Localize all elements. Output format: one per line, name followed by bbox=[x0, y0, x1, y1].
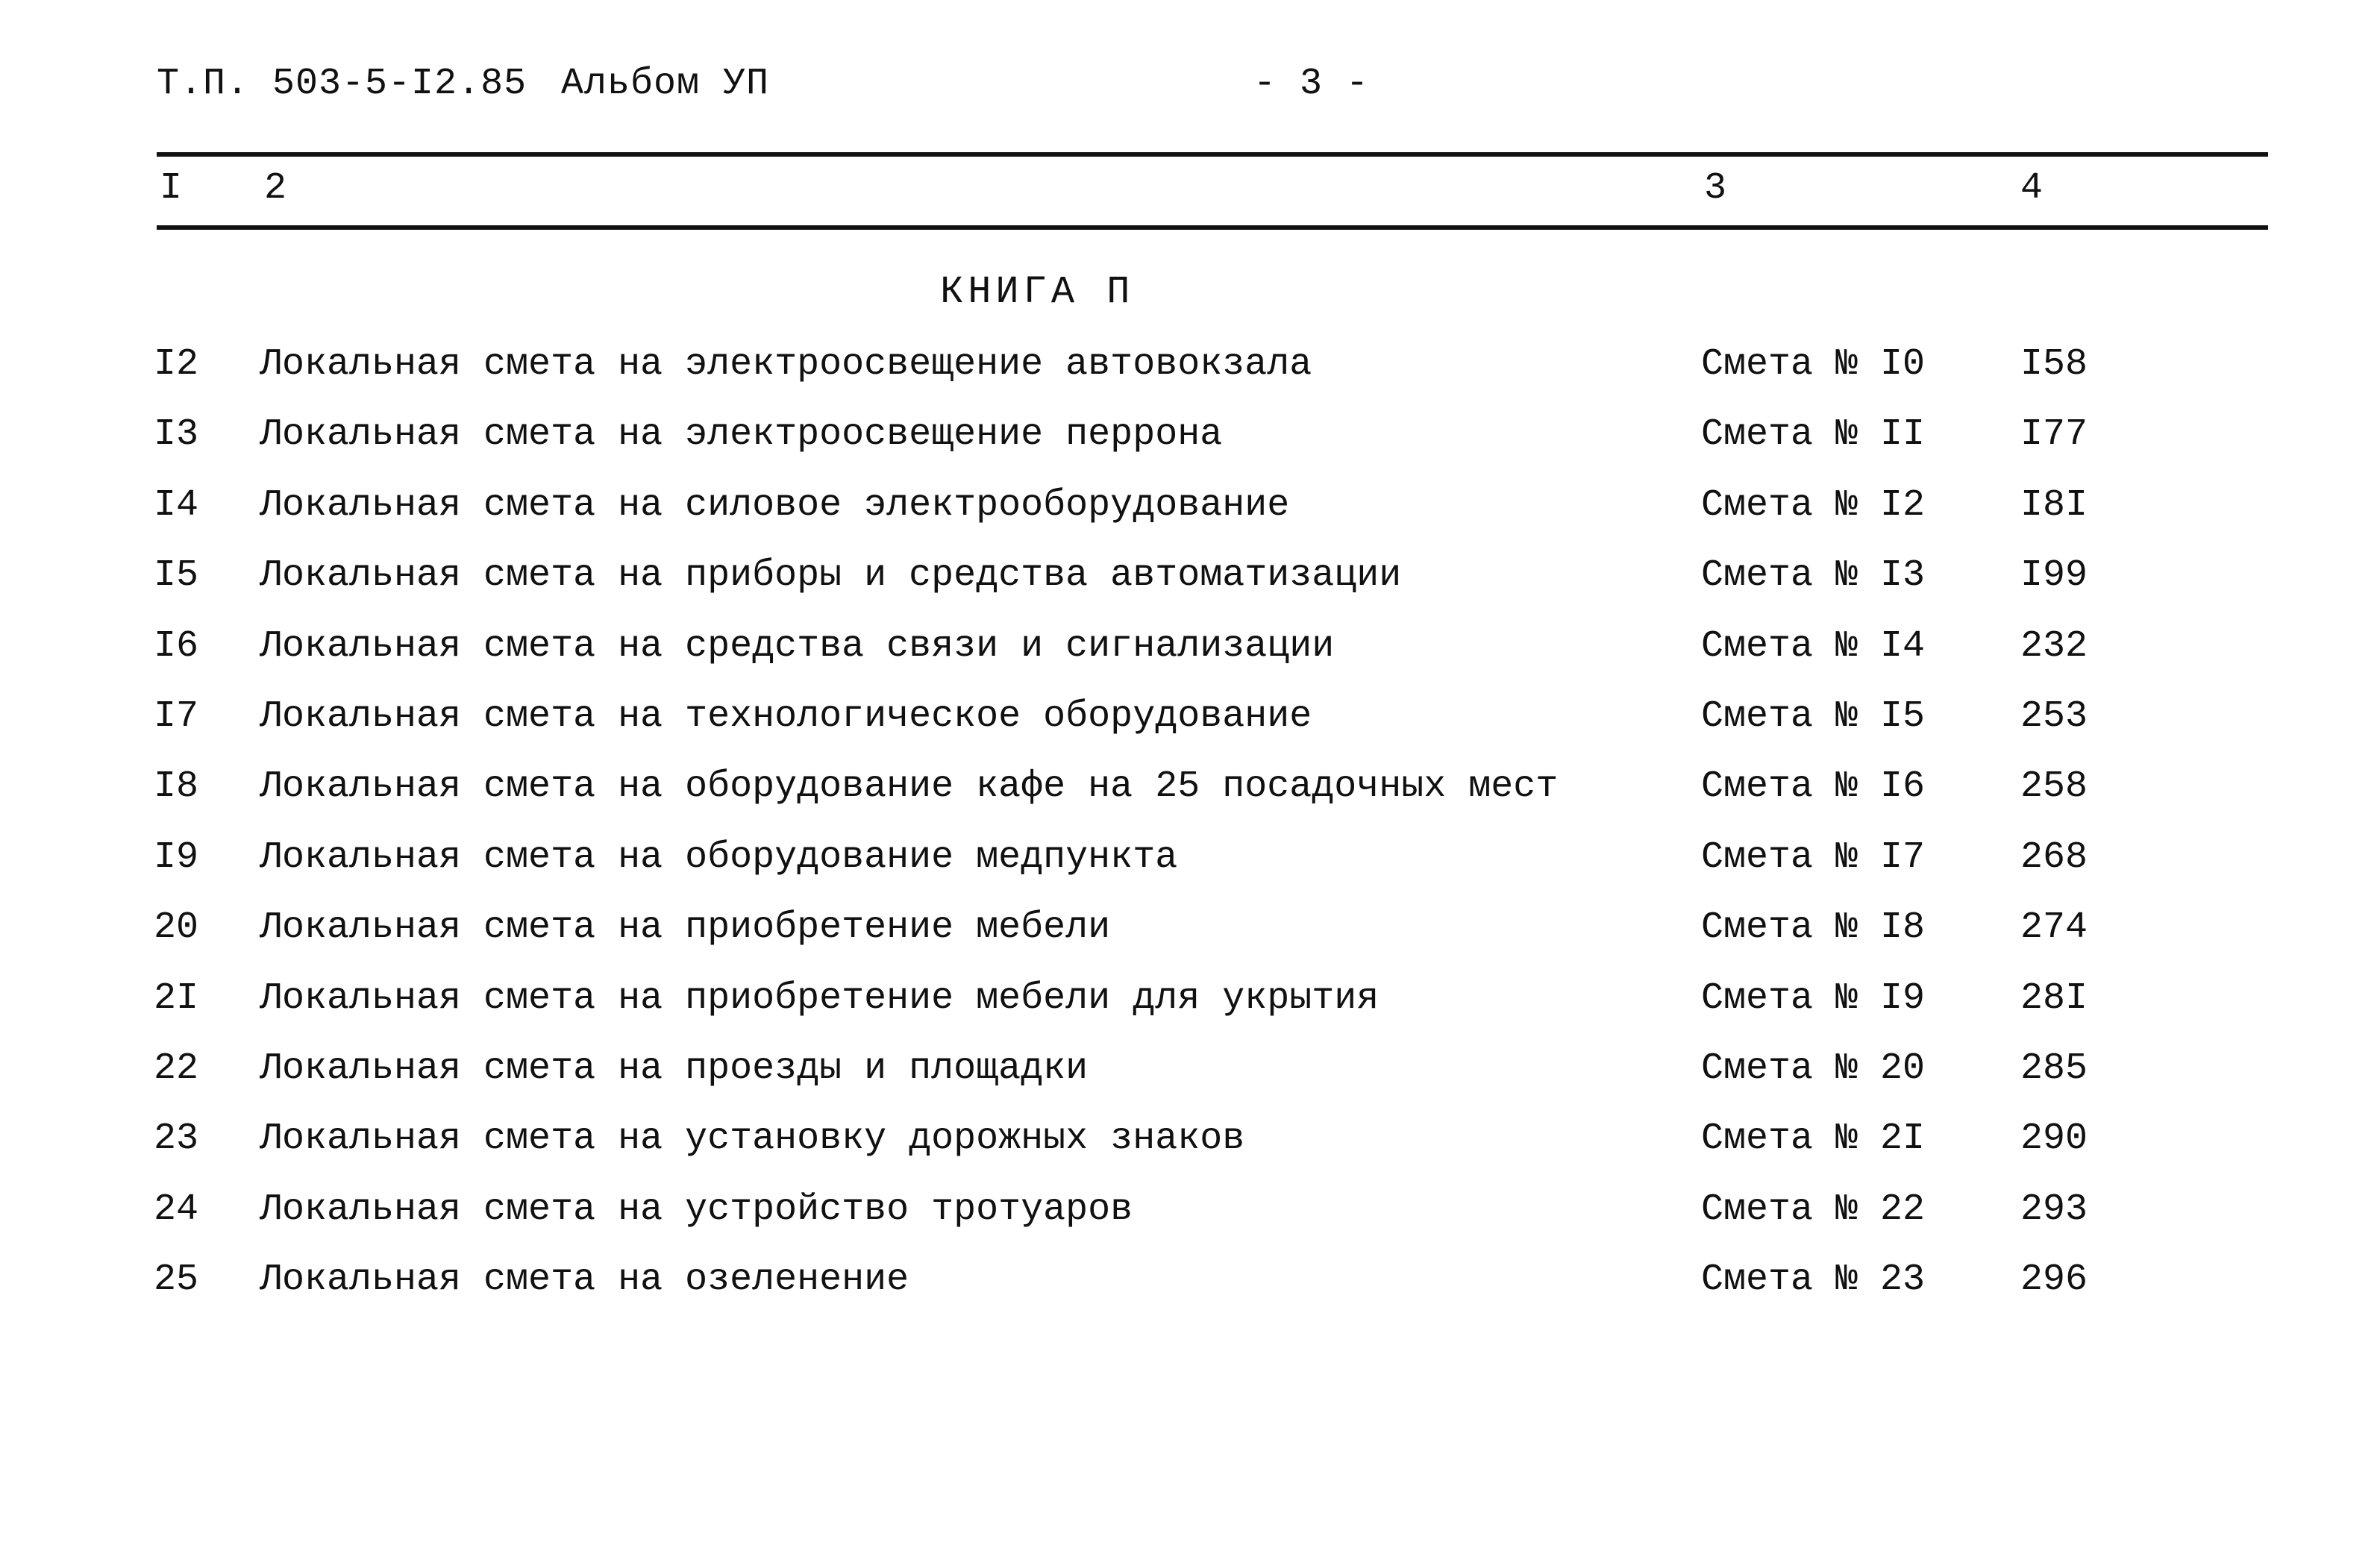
row-title: Локальная смета на озеленение bbox=[260, 1259, 909, 1302]
table-body bbox=[0, 337, 2380, 1323]
table-row bbox=[0, 1253, 2380, 1323]
row-title: Локальная смета на оборудование медпункта bbox=[260, 836, 1178, 879]
row-number: 25 bbox=[154, 1259, 199, 1302]
row-estimate-ref: Смета № I6 bbox=[1701, 765, 1926, 809]
row-page: 28I bbox=[2020, 977, 2088, 1020]
row-estimate-ref: Смета № II bbox=[1701, 413, 1926, 457]
row-number: I4 bbox=[154, 483, 199, 527]
row-estimate-ref: Смета № I8 bbox=[1701, 906, 1926, 950]
row-page: 293 bbox=[2020, 1188, 2088, 1231]
document-code: Т.П. 503-5-I2.85 bbox=[157, 63, 527, 105]
row-estimate-ref: Смета № I4 bbox=[1701, 624, 1926, 668]
row-title: Локальная смета на установку дорожных знаков bbox=[260, 1118, 1245, 1161]
row-page: 232 bbox=[2020, 624, 2088, 668]
table-row bbox=[0, 548, 2380, 618]
row-title: Локальная смета на технологическое оборудование bbox=[260, 695, 1312, 738]
row-title: Локальная смета на электроосвещение перрона bbox=[260, 413, 1223, 457]
album-label: Альбом УП bbox=[561, 63, 770, 105]
row-page: 274 bbox=[2020, 906, 2088, 950]
row-page: 290 bbox=[2020, 1118, 2088, 1161]
row-estimate-ref: Смета № 22 bbox=[1701, 1188, 1926, 1231]
row-title: Локальная смета на приобретение мебели для укрытия bbox=[260, 977, 1380, 1020]
table-row bbox=[0, 337, 2380, 407]
table-row bbox=[0, 619, 2380, 689]
row-page: 268 bbox=[2020, 836, 2088, 879]
table-row bbox=[0, 407, 2380, 477]
row-estimate-ref: Смета № 23 bbox=[1701, 1259, 1926, 1302]
row-number: 24 bbox=[154, 1188, 199, 1231]
table-row bbox=[0, 1041, 2380, 1112]
row-number: I3 bbox=[154, 413, 199, 457]
row-title: Локальная смета на приобретение мебели bbox=[260, 906, 1111, 950]
row-estimate-ref: Смета № I7 bbox=[1701, 836, 1926, 879]
row-title: Локальная смета на устройство тротуаров bbox=[260, 1188, 1133, 1231]
row-estimate-ref: Смета № I0 bbox=[1701, 343, 1926, 386]
column-header-3: 3 bbox=[1704, 167, 1727, 210]
row-title: Локальная смета на оборудование кафе на 25 посадочных мест bbox=[260, 765, 1559, 809]
row-estimate-ref: Смета № 20 bbox=[1701, 1047, 1926, 1090]
row-page: 296 bbox=[2020, 1259, 2088, 1302]
row-title: Локальная смета на приборы и средства автоматизации bbox=[260, 554, 1402, 598]
table-row bbox=[0, 900, 2380, 971]
row-number: 20 bbox=[154, 906, 199, 950]
row-title: Локальная смета на силовое электрооборудование bbox=[260, 483, 1290, 527]
row-number: I7 bbox=[154, 695, 199, 738]
row-estimate-ref: Смета № I9 bbox=[1701, 977, 1926, 1020]
column-header-4: 4 bbox=[2020, 167, 2044, 210]
row-number: 22 bbox=[154, 1047, 199, 1090]
row-number: I8 bbox=[154, 765, 199, 809]
row-number: 23 bbox=[154, 1118, 199, 1161]
table-row bbox=[0, 830, 2380, 900]
row-page: I58 bbox=[2020, 343, 2088, 386]
row-page: I8I bbox=[2020, 483, 2088, 527]
table-row bbox=[0, 971, 2380, 1041]
row-page: 253 bbox=[2020, 695, 2088, 738]
row-page: 258 bbox=[2020, 765, 2088, 809]
row-number: I6 bbox=[154, 624, 199, 668]
table-row bbox=[0, 1112, 2380, 1182]
column-header-1: I bbox=[160, 167, 183, 210]
row-number: I5 bbox=[154, 554, 199, 598]
row-number: I2 bbox=[154, 343, 199, 386]
table-row bbox=[0, 1182, 2380, 1253]
row-title: Локальная смета на электроосвещение автовокзала bbox=[260, 343, 1312, 386]
table-row bbox=[0, 478, 2380, 548]
column-header-2: 2 bbox=[264, 167, 287, 210]
row-estimate-ref: Смета № 2I bbox=[1701, 1118, 1926, 1161]
row-estimate-ref: Смета № I5 bbox=[1701, 695, 1926, 738]
row-page: 285 bbox=[2020, 1047, 2088, 1090]
row-estimate-ref: Смета № I2 bbox=[1701, 483, 1926, 527]
page-number: - 3 - bbox=[1253, 63, 1370, 105]
table-header-rule bbox=[157, 225, 2268, 230]
row-number: 2I bbox=[154, 977, 199, 1020]
row-estimate-ref: Смета № I3 bbox=[1701, 554, 1926, 598]
table-row bbox=[0, 689, 2380, 759]
table-row bbox=[0, 759, 2380, 830]
row-title: Локальная смета на проезды и площадки bbox=[260, 1047, 1089, 1090]
section-title: КНИГА П bbox=[940, 270, 1135, 314]
row-title: Локальная смета на средства связи и сигнализации bbox=[260, 624, 1335, 668]
table-top-rule bbox=[157, 152, 2268, 157]
row-page: I99 bbox=[2020, 554, 2088, 598]
row-number: I9 bbox=[154, 836, 199, 879]
row-page: I77 bbox=[2020, 413, 2088, 457]
